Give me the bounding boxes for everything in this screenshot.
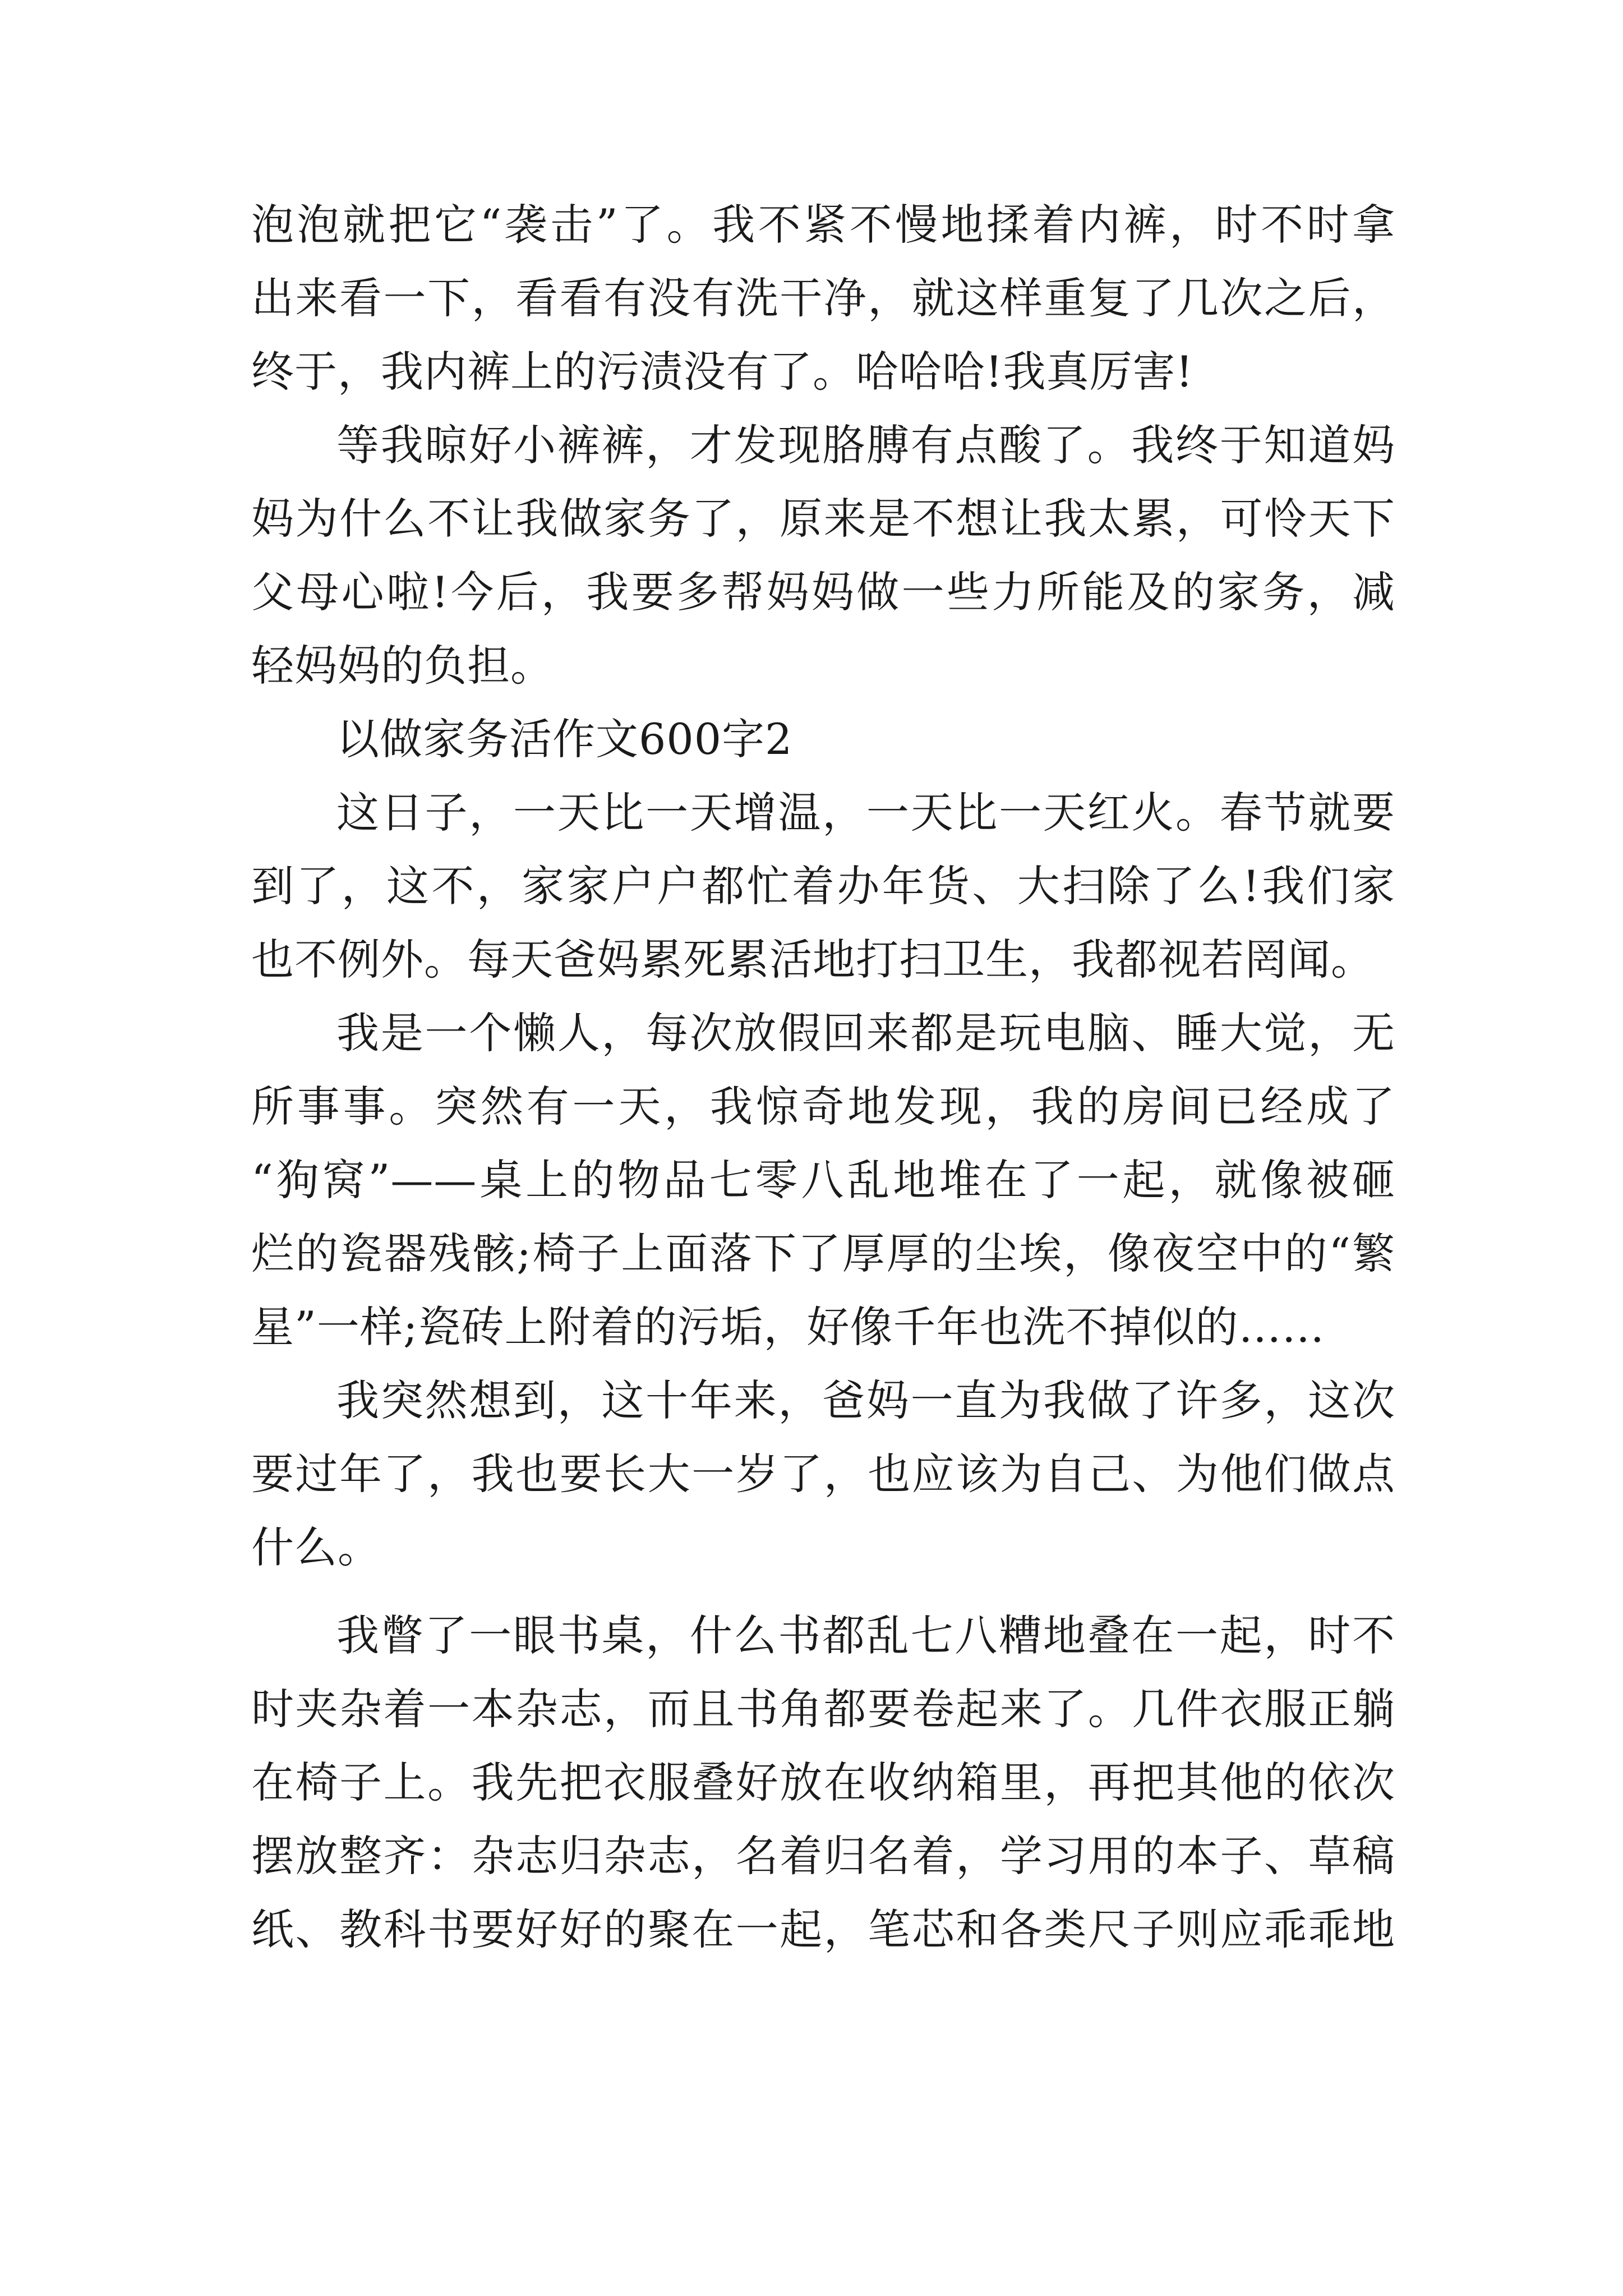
text-line: 什么。 [251,1522,381,1572]
text-line: 等我晾好小裤裤，才发现胳膊有点酸了。我终于知道妈 [336,420,1395,470]
text-line: 终于，我内裤上的污渍没有了。哈哈哈!我真厉害! [251,347,1194,397]
text-line: 纸、教科书要好好的聚在一起，笔芯和各类尺子则应乖乖地 [251,1904,1395,1954]
text-line: 这日子，一天比一天增温，一天比一天红火。春节就要 [336,788,1395,838]
text-line: 出来看一下，看看有没有洗干净，就这样重复了几次之后， [251,273,1395,323]
document-body [251,188,1395,1966]
text-line: 摆放整齐：杂志归杂志，名着归名着，学习用的本子、草稿 [251,1831,1395,1881]
text-line: 我突然想到，这十年来，爸妈一直为我做了许多，这次 [336,1375,1395,1425]
section-heading [251,702,1395,776]
paragraph-5 [251,1364,1395,1584]
text-line: 时夹杂着一本杂志，而且书角都要卷起来了。几件衣服正躺 [251,1684,1395,1734]
paragraph-4 [251,996,1395,1364]
text-line: 也不例外。每天爸妈累死累活地打扫卫生，我都视若罔闻。 [251,935,1374,984]
text-line: 到了，这不，家家户户都忙着办年货、大扫除了么!我们家 [251,861,1395,911]
text-line: 烂的瓷器残骸;椅子上面落下了厚厚的尘埃，像夜空中的“繁 [251,1228,1395,1278]
paragraph-6 [251,1599,1395,1966]
text-line: 星”一样;瓷砖上附着的污垢，好像千年也洗不掉似的…… [251,1302,1325,1352]
text-line: 妈为什么不让我做家务了，原来是不想让我太累，可怜天下 [251,494,1395,544]
text-line: “狗窝”——桌上的物品七零八乱地堆在了一起，就像被砸 [251,1155,1395,1205]
text-line: 我是一个懒人，每次放假回来都是玩电脑、睡大觉，无 [336,1008,1395,1058]
paragraph-3 [251,776,1395,996]
text-line: 父母心啦!今后，我要多帮妈妈做一些力所能及的家务，减 [251,567,1395,617]
paragraph-2 [251,408,1395,702]
text-line: 泡泡就把它“袭击”了。我不紧不慢地揉着内裤，时不时拿 [251,200,1395,250]
text-line: 我瞥了一眼书桌，什么书都乱七八糟地叠在一起，时不 [336,1611,1395,1660]
text-line: 轻妈妈的负担。 [251,641,554,691]
text-line: 要过年了，我也要长大一岁了，也应该为自己、为他们做点 [251,1449,1395,1499]
paragraph-spacer [251,1584,1395,1599]
paragraph-1 [251,188,1395,408]
text-line: 在椅子上。我先把衣服叠好放在收纳箱里，再把其他的依次 [251,1757,1395,1807]
text-line: 所事事。突然有一天，我惊奇地发现，我的房间已经成了 [251,1082,1395,1131]
heading-text: 以做家务活作文600字2 [336,714,793,764]
